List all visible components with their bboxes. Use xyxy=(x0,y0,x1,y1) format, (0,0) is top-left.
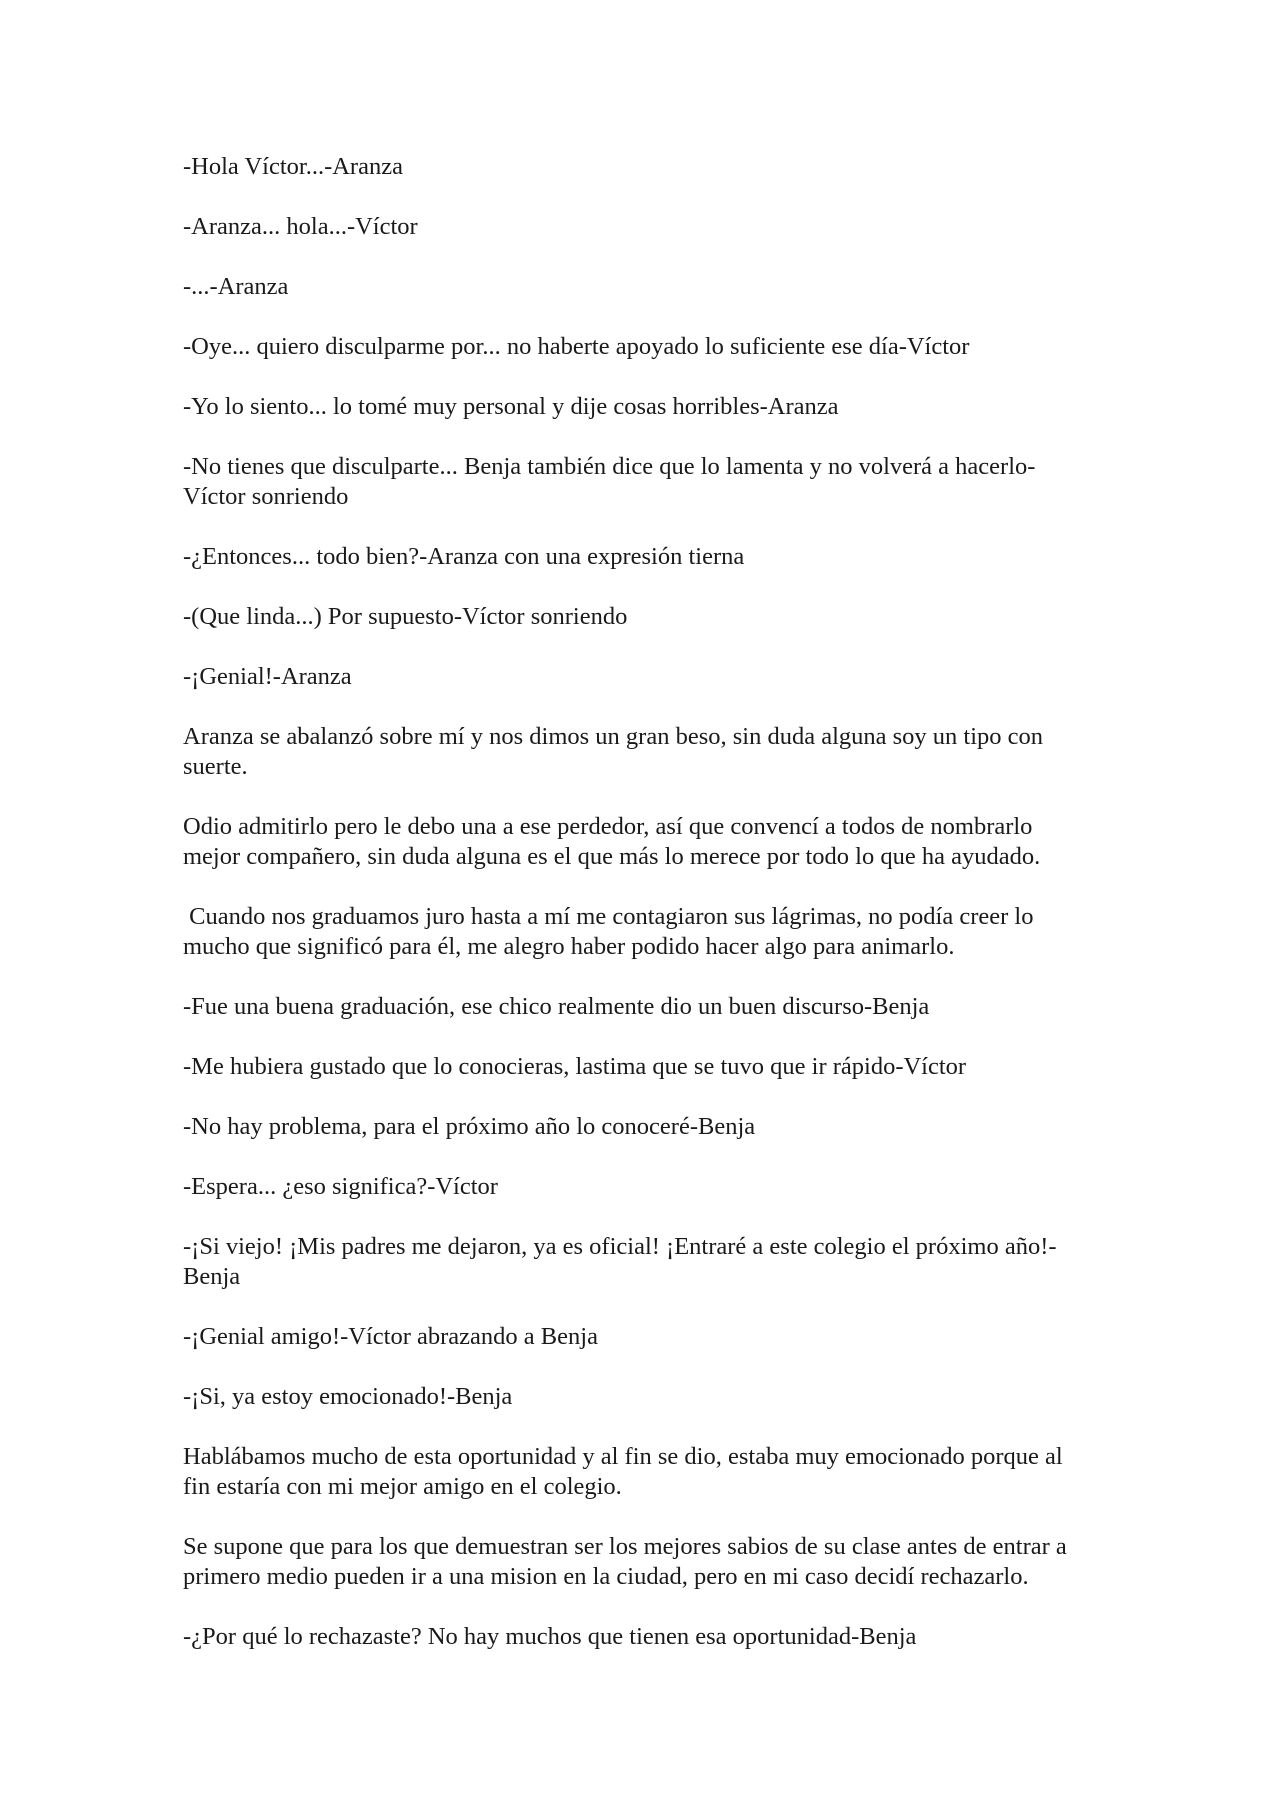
paragraph: -¿Entonces... todo bien?-Aranza con una expresión tierna xyxy=(183,543,745,570)
document-body xyxy=(183,152,1095,1682)
paragraph: -Yo lo siento... lo tomé muy personal y dije cosas horribles-Aranza xyxy=(183,393,839,420)
paragraph: -¡Si viejo! ¡Mis padres me dejaron, ya es oficial! ¡Entraré a este colegio el próximo año!-Benja xyxy=(183,1233,1057,1290)
paragraph: -Aranza... hola...-Víctor xyxy=(183,213,418,240)
paragraph: -¿Por qué lo rechazaste? No hay muchos que tienen esa oportunidad-Benja xyxy=(183,1623,917,1650)
paragraph: Se supone que para los que demuestran ser los mejores sabios de su clase antes de entrar a primero medio pueden ir a una mision en la ciudad, pero en mi caso decidí rechazarlo. xyxy=(183,1533,1073,1590)
paragraph: -Fue una buena graduación, ese chico realmente dio un buen discurso-Benja xyxy=(183,993,930,1020)
paragraph: -No hay problema, para el próximo año lo conoceré-Benja xyxy=(183,1113,756,1140)
paragraph: -Oye... quiero disculparme por... no haberte apoyado lo suficiente ese día-Víctor xyxy=(183,333,970,360)
paragraph: -Espera... ¿eso significa?-Víctor xyxy=(183,1173,498,1200)
paragraph: -Me hubiera gustado que lo conocieras, lastima que se tuvo que ir rápido-Víctor xyxy=(183,1053,967,1080)
paragraph: -(Que linda...) Por supuesto-Víctor sonriendo xyxy=(183,603,628,630)
paragraph: -¡Si, ya estoy emocionado!-Benja xyxy=(183,1383,513,1410)
paragraph: -No tienes que disculparte... Benja también dice que lo lamenta y no volverá a hacerlo-Víctor sonriendo xyxy=(183,453,1036,510)
paragraph: Aranza se abalanzó sobre mí y nos dimos un gran beso, sin duda alguna soy un tipo con suerte. xyxy=(183,723,1050,780)
paragraph: -¡Genial amigo!-Víctor abrazando a Benja xyxy=(183,1323,598,1350)
paragraph: -...-Aranza xyxy=(183,273,289,300)
paragraph: Odio admitirlo pero le debo una a ese perdedor, así que convencí a todos de nombrarlo mejor compañero, sin duda alguna es el que más lo merece por todo lo que ha ayudado. xyxy=(183,813,1041,870)
paragraph: Hablábamos mucho de esta oportunidad y al fin se dio, estaba muy emocionado porque al fin estaría con mi mejor amigo en el colegio. xyxy=(183,1443,1069,1500)
paragraph: -Hola Víctor...-Aranza xyxy=(183,153,403,180)
paragraph: -¡Genial!-Aranza xyxy=(183,663,352,690)
paragraph: Cuando nos graduamos juro hasta a mí me contagiaron sus lágrimas, no podía creer lo mucho que significó para él, me alegro haber podido hacer algo para animarlo. xyxy=(183,903,1040,960)
